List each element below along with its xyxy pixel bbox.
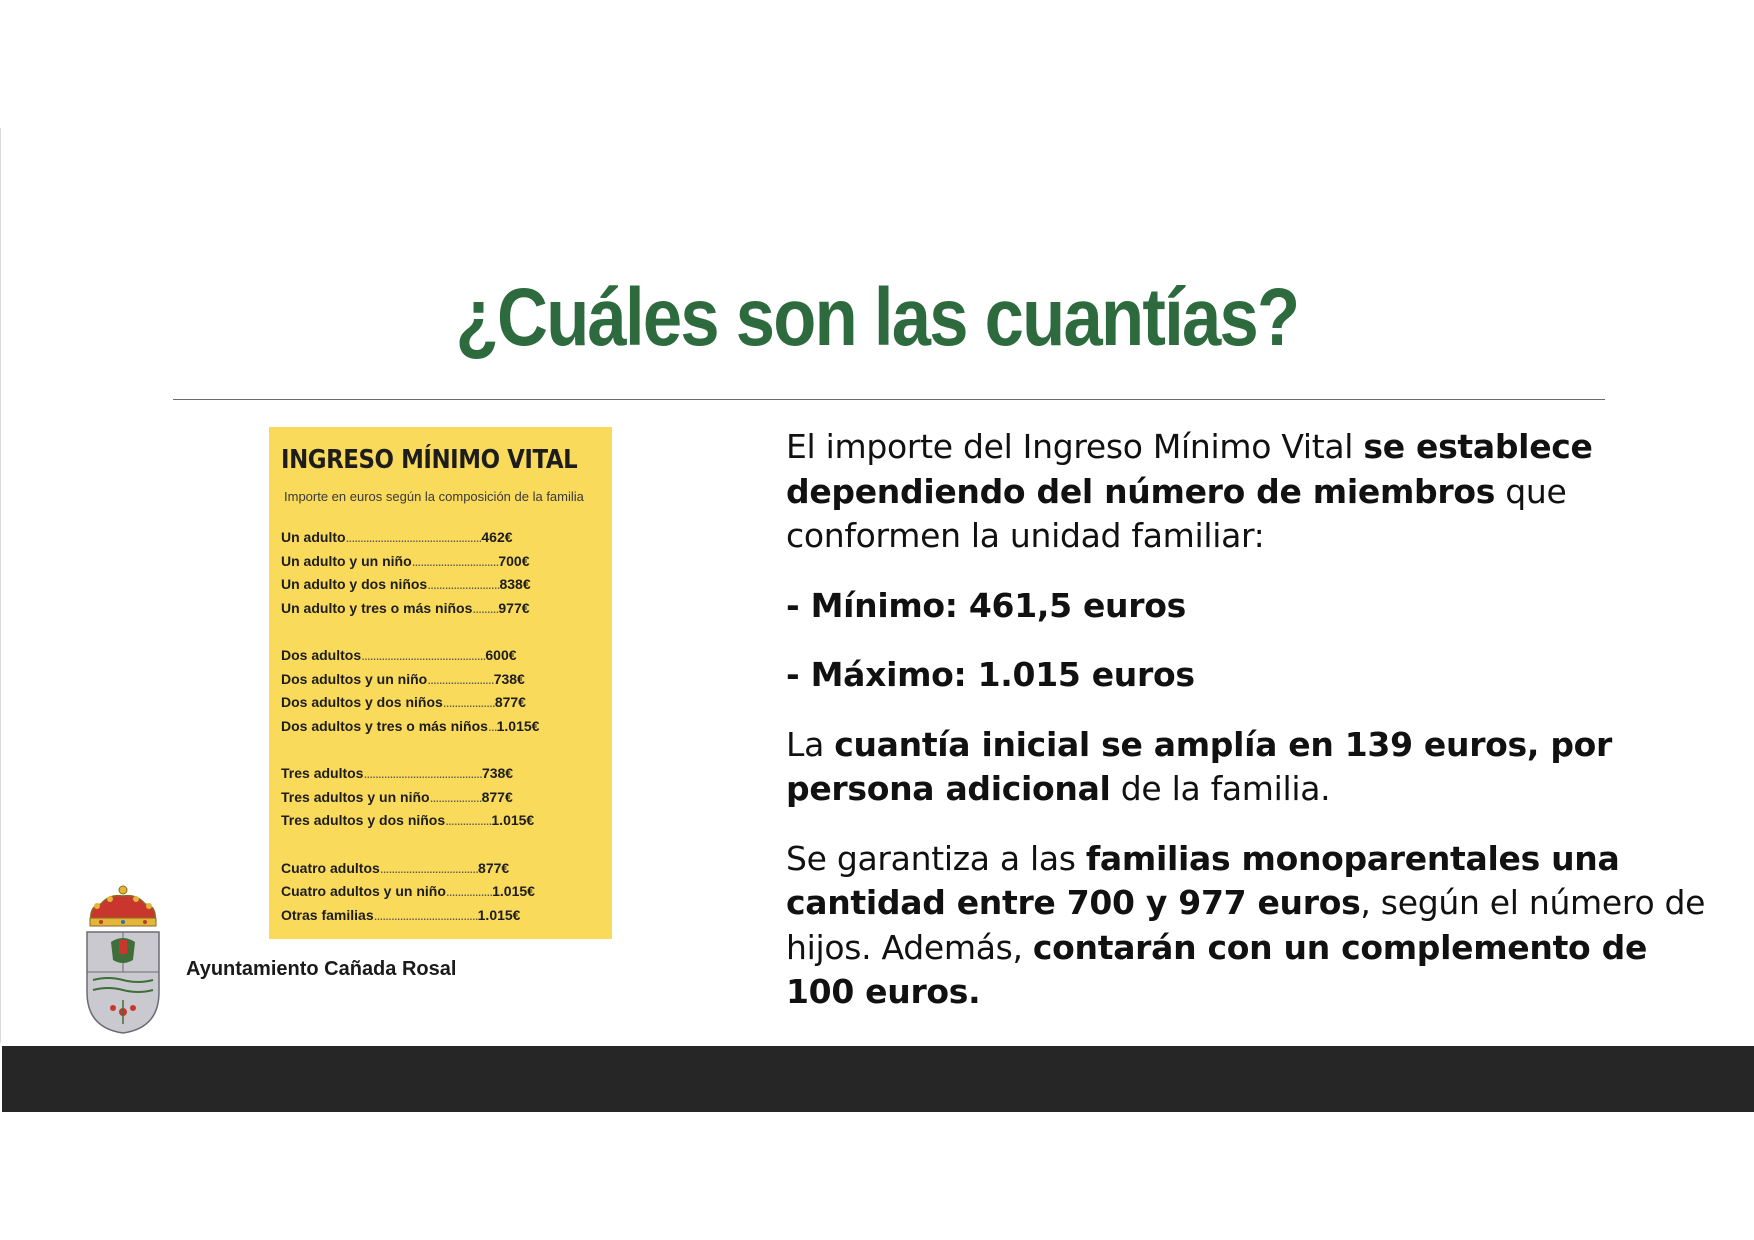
poster-row	[281, 715, 612, 739]
single-parent-text-c: , según el número de hijos. Además,	[786, 883, 1706, 967]
poster-row	[281, 762, 612, 786]
poster-row-label: Cuatro adultos	[281, 859, 380, 876]
organization-name: Ayuntamiento Cañada Rosal	[186, 958, 457, 980]
poster-row-label: Tres adultos	[281, 765, 364, 781]
crown-icon	[90, 886, 156, 926]
poster-row-label: Un adulto y tres o más niños	[281, 599, 473, 616]
maximum-amount-text: - Máximo: 1.015 euros	[786, 655, 1195, 694]
poster-row	[281, 526, 612, 550]
poster-row	[281, 597, 612, 621]
footer-bar	[2, 1046, 1754, 1112]
poster-row	[281, 644, 612, 668]
poster-row-amount: 877€	[494, 694, 526, 710]
left-edge-line	[0, 128, 1, 1043]
poster-row-amount: 838€	[499, 576, 531, 592]
single-parent-text-a: Se garantiza a las	[786, 838, 1086, 878]
body-text	[786, 425, 1721, 1040]
poster-row-amount: 1.015€	[477, 906, 521, 923]
municipal-coat-of-arms-icon	[83, 880, 163, 1040]
poster-row-amount: 977€	[498, 599, 530, 616]
poster-row	[281, 550, 612, 574]
poster-row-label: Tres adultos y un niño	[281, 788, 430, 805]
title-divider	[173, 399, 1605, 400]
shield-icon	[87, 932, 159, 1033]
poster-row-amount: 738€	[493, 670, 525, 687]
poster-row	[281, 809, 612, 833]
intro-text-bold: se establece dependiendo del número de miembros	[786, 427, 1593, 511]
poster-row-leader: ...........................................	[361, 647, 486, 663]
poster-row-amount: 1.015€	[491, 812, 535, 828]
poster-row-amount: 1.015€	[492, 883, 535, 899]
poster-row-amount: 700€	[498, 552, 530, 569]
poster-row	[281, 904, 612, 928]
poster-row-label: Un adulto y un niño	[281, 552, 412, 569]
additional-text-a: La	[786, 724, 835, 764]
poster-row-label: Dos adultos	[281, 647, 362, 663]
poster-subheading: Importe en euros según la composición de la familia	[284, 489, 584, 504]
poster-row-amount: 600€	[485, 647, 517, 663]
single-parent-text-bold-2: contarán con un complemento de 100 euros.	[786, 927, 1648, 1011]
intro-text-a: El importe del Ingreso Mínimo Vital	[786, 427, 1364, 466]
poster-row	[281, 668, 612, 692]
additional-text-c: de la familia.	[1110, 769, 1331, 808]
poster-row-leader: ..................	[442, 694, 495, 710]
minimum-amount-text: - Mínimo: 461,5 euros	[786, 585, 1186, 625]
poster-row-label: Un adulto	[281, 529, 346, 545]
poster-row	[281, 573, 612, 597]
poster-heading: INGRESO MÍNIMO VITAL	[281, 445, 578, 475]
poster-row-amount: 1.015€	[496, 717, 540, 734]
poster-row-leader: ..................................	[379, 859, 479, 876]
poster-row-leader: ..............................	[411, 552, 499, 569]
poster-row-label: Dos adultos y tres o más niños	[281, 717, 488, 734]
poster-group	[281, 526, 612, 620]
poster-row-leader: ....................................	[373, 906, 478, 923]
poster-row-leader: .......................	[427, 670, 494, 687]
poster-row-label: Otras familias	[281, 906, 374, 923]
poster-row-amount: 877€	[481, 788, 513, 805]
poster-row-label: Dos adultos y un niño	[281, 670, 428, 687]
poster-row-amount: 877€	[478, 859, 510, 876]
poster-row-leader: ...	[487, 717, 497, 734]
single-parent-text-bold: familias monoparentales una cantidad entre 700 y 977 euros	[786, 838, 1620, 922]
single-parent-paragraph	[786, 837, 1721, 1015]
poster-row-leader: ................	[445, 883, 493, 899]
poster-row-label: Dos adultos y dos niños	[281, 694, 443, 710]
poster-row-label: Un adulto y dos niños	[281, 576, 428, 592]
intro-text-c: que conformen la unidad familiar:	[786, 471, 1567, 555]
poster-row-label: Cuatro adultos y un niño	[281, 883, 446, 899]
poster-group	[281, 857, 612, 928]
poster-row-amount: 462€	[481, 529, 513, 545]
poster-amounts-list	[281, 526, 612, 927]
poster-row	[281, 857, 612, 881]
imv-amounts-poster	[269, 427, 612, 939]
poster-row	[281, 880, 612, 904]
poster-row-leader: .........	[472, 599, 499, 616]
poster-row-leader: ...............................................	[345, 529, 482, 545]
poster-row-amount: 738€	[481, 765, 514, 781]
poster-row-leader: ................	[445, 812, 492, 828]
poster-group	[281, 644, 612, 738]
intro-paragraph	[786, 425, 1721, 559]
slide-title: ¿Cuáles son las cuantías?	[455, 272, 1299, 363]
poster-row-leader: .........................	[427, 576, 500, 592]
poster-row-label: Tres adultos y dos niños	[281, 812, 446, 828]
maximum-amount	[786, 653, 1721, 698]
poster-row-leader: .........................................	[363, 765, 482, 781]
additional-text-bold: cuantía inicial se amplía en 139 euros, por persona adicional	[786, 724, 1612, 808]
minimum-amount	[786, 584, 1721, 629]
poster-row	[281, 786, 612, 810]
poster-row-leader: ..................	[429, 788, 482, 805]
poster-group	[281, 762, 612, 833]
additional-person-paragraph	[786, 723, 1721, 812]
poster-row	[281, 691, 612, 715]
